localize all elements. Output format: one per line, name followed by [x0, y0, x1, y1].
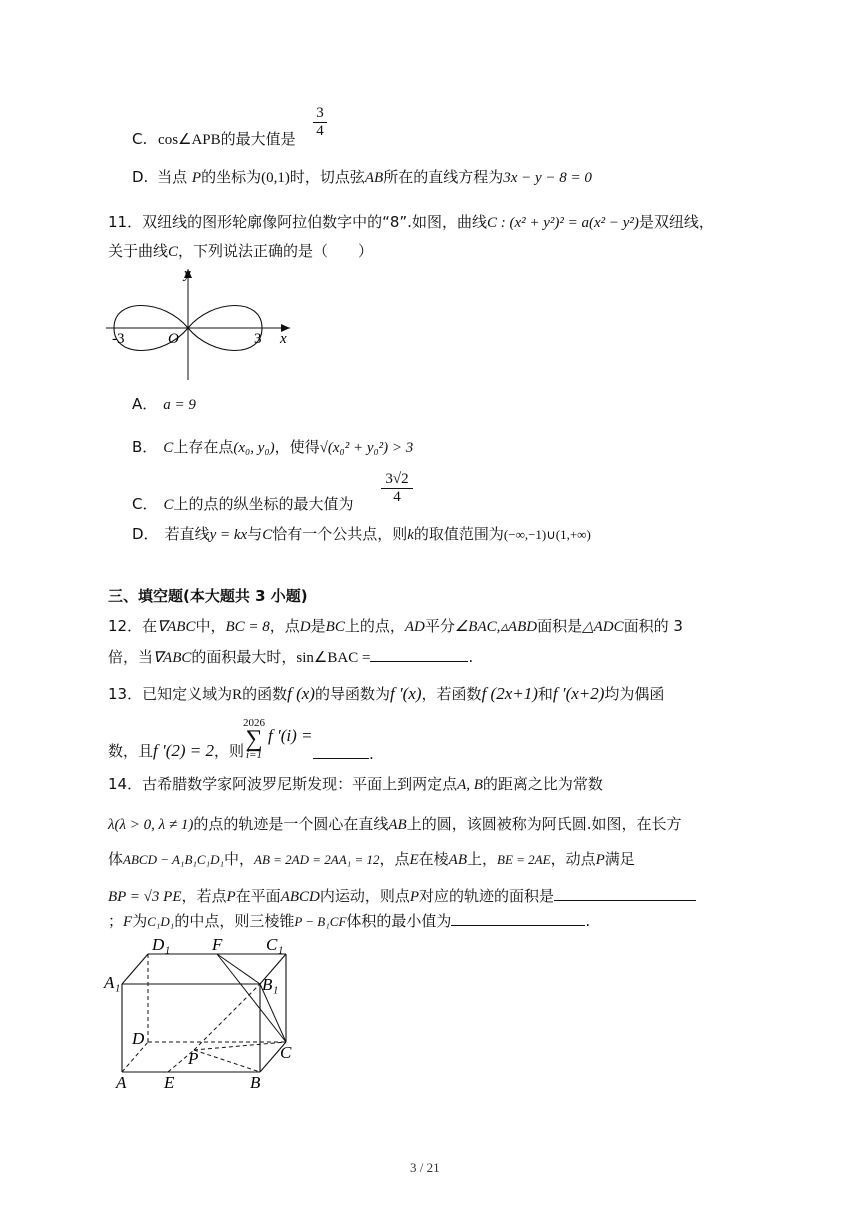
y-label: y [184, 266, 191, 282]
lemniscate-equation: C : (x² + y²)² = a(x² − y²) [486, 215, 639, 231]
segment-PB1-hidden [194, 984, 260, 1050]
segment-FB1 [217, 954, 260, 984]
segment-FC [217, 954, 286, 1042]
fraction-3root2-4: 3√2 4 [381, 471, 413, 506]
q11-stem-line2: 关于曲线C，下列说法正确的是（ ） [108, 242, 374, 260]
label-C: C [280, 1043, 292, 1062]
label-B: B [250, 1073, 261, 1092]
q10-option-d: D. 当点 P的坐标为(0,1)时，切点弦AB所在的直线方程为3x − y − 8 = 0 [132, 168, 592, 186]
q12-answer-blank[interactable] [370, 647, 468, 662]
x-label: x [280, 331, 287, 347]
pos3-label: 3 [254, 331, 262, 347]
q13-sum-body: f ′(i) = [268, 726, 313, 745]
q11-option-b: B． C上存在点(x₀, y₀)，使得√(x₀² + y₀²) > 3 [132, 438, 414, 456]
q14-line1: 14．古希腊数学家阿波罗尼斯发现：平面上到两定点A, B的距离之比为常数 [108, 775, 603, 793]
q14-answer2-blank[interactable] [451, 911, 585, 926]
origin-label: O [168, 331, 179, 347]
section-3-heading: 三、填空题(本大题共 3 小题) [108, 587, 308, 605]
label-D1: D₁ [152, 935, 171, 954]
segment-PB-hidden [194, 1050, 260, 1072]
edge-A1D1 [122, 954, 148, 984]
label-B1: B₁ [262, 975, 279, 994]
label-F: F [212, 935, 223, 954]
q12-line2: 倍，当∇ABC的面积最大时，sin∠BAC = . [108, 648, 474, 666]
q13-line2: 数，且f ′(2) = 2，则 [108, 741, 245, 760]
q13-answer-blank[interactable] [313, 744, 369, 759]
q13-line1: 13．已知定义域为R的函数f (x)的导函数为f ′(x)，若函数f (2x+1)和f ′(x+2)均为偶函 [108, 684, 665, 703]
q11-stem-line1: 11．双纽线的图形轮廓像阿拉伯数字中的“8”.如图，曲线C : (x² + y²)² = a(x² − y²)是双纽线， [108, 213, 714, 231]
lemniscate-figure [100, 265, 300, 385]
q11-option-d: D． 若直线y = kx与C恰有一个公共点，则k的取值范围为(−∞,−1)∪(1,+∞) [132, 525, 591, 543]
q12-line1: 12．在∇ABC中，BC = 8，点D是BC上的点，AD平分∠BAC,▵ABD面积是△ADC面积的 3 [108, 617, 683, 635]
q14-answer1-blank[interactable] [554, 886, 696, 901]
page-number: 3 / 21 [410, 1160, 440, 1175]
neg3-label: -3 [112, 331, 125, 347]
cos-expression: cos∠APB [158, 132, 221, 148]
q10-option-c: C. cos∠APB的最大值是 [132, 130, 296, 148]
label-A1: A₁ [104, 973, 121, 992]
label-C1: C₁ [266, 935, 284, 954]
summation-symbol: 2026 ∑ i=1 [243, 717, 265, 761]
q14-line5: ；F为C₁D₁的中点，则三棱锥P − B₁CF体积的最小值为 . [108, 912, 591, 930]
segment-PC-hidden [194, 1042, 286, 1050]
cuboid-figure [100, 932, 310, 1092]
q11-option-c: C． C上的点的纵坐标的最大值为 [132, 495, 354, 513]
q14-line3: 体ABCD − A₁B₁C₁D₁中，AB = 2AD = 2AA₁ = 12，点E在棱AB上，BE = 2AE，动点P满足 [108, 850, 635, 868]
q11-option-a: A． a = 9 [132, 395, 196, 413]
label-A: A [116, 1073, 127, 1092]
label-D: D [132, 1029, 145, 1048]
label-E: E [164, 1073, 175, 1092]
q13-answer: . [313, 744, 374, 763]
q14-line4: BP = √3 PE，若点P在平面ABCD内运动，则点P对应的轨迹的面积是 [108, 885, 696, 906]
q14-line2: λ(λ > 0, λ ≠ 1)的点的轨迹是一个圆心在直线AB上的圆，该圆被称为阿氏圆.如图，在长方 [108, 815, 682, 833]
label-P: P [188, 1049, 199, 1068]
fraction-3-4: 3 4 [313, 105, 327, 140]
